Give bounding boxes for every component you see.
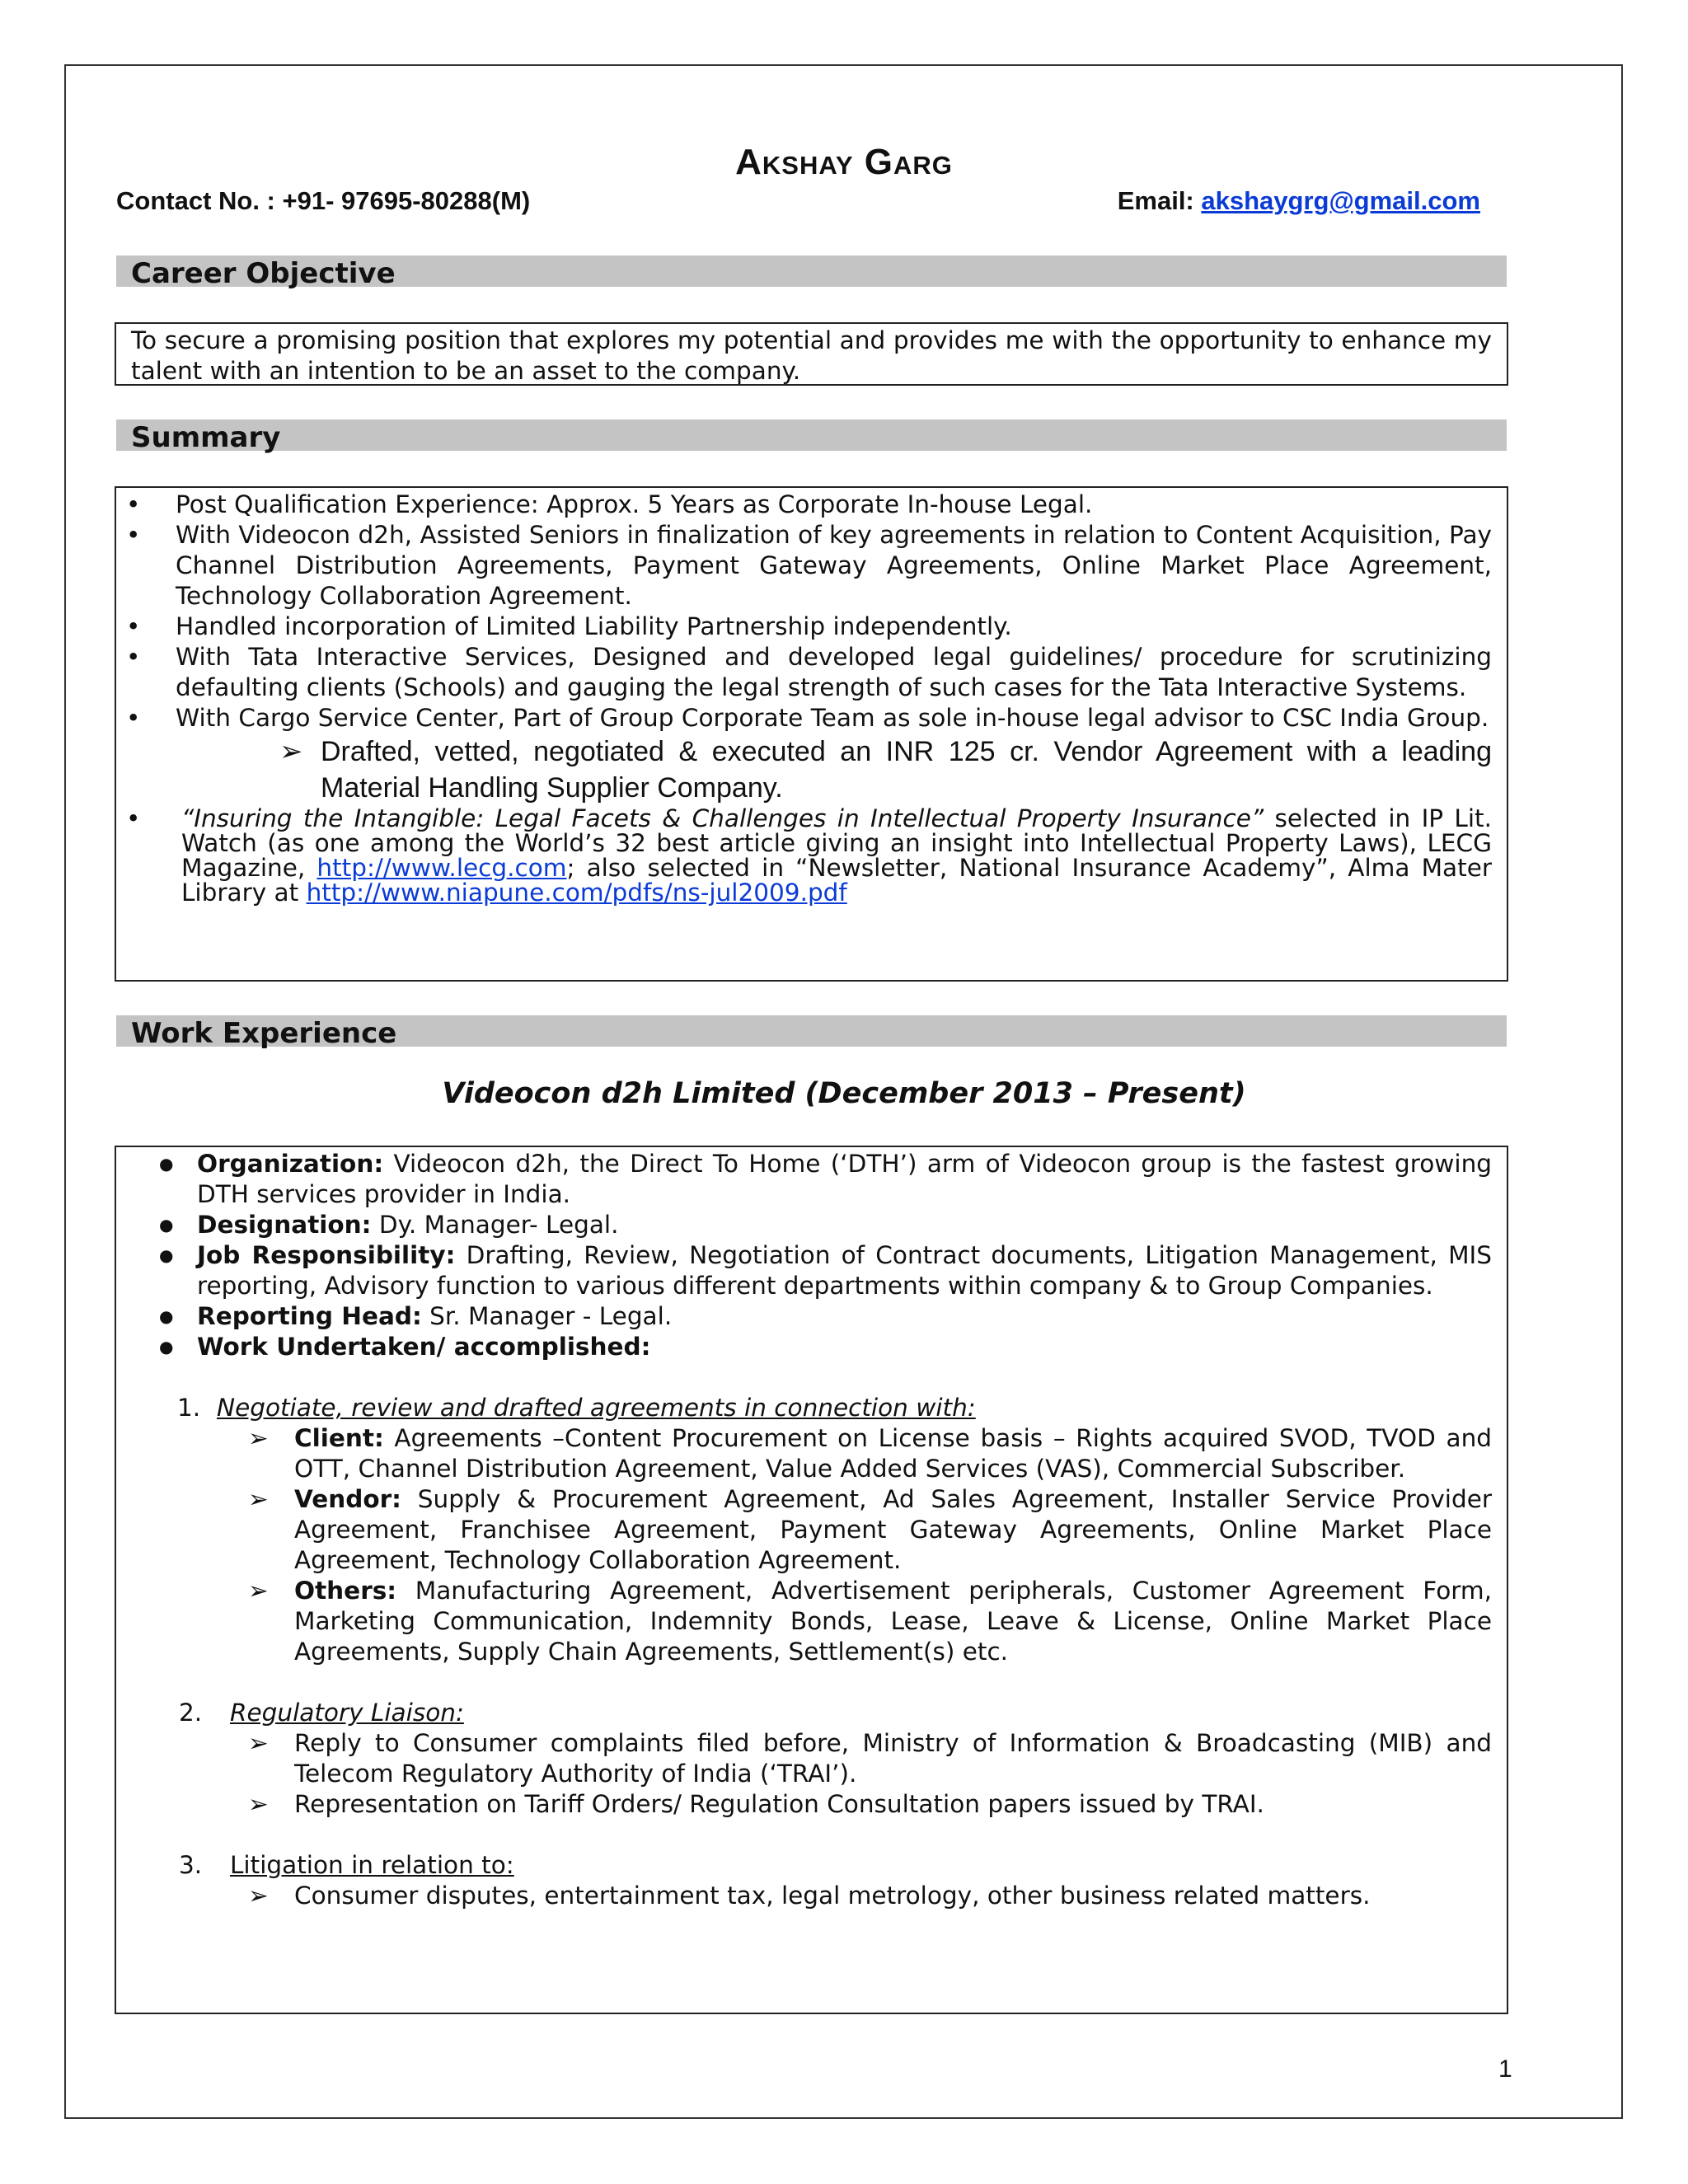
- career-objective-text: To secure a promising position that explores my potential and provides me with the opportunity to enhance my talent with an intention to be an asset to the company.: [131, 326, 1492, 385]
- list-item: • Post Qualification Experience: Approx. 5 Years as Corporate In-house Legal.: [116, 490, 1507, 520]
- section-heading: Regulatory Liaison:: [230, 1699, 464, 1727]
- list-item: [116, 1301, 1507, 1332]
- summary-sub-item: [116, 733, 1507, 806]
- section-heading: Negotiate, review and drafted agreements in connection with:: [217, 1394, 976, 1422]
- contact-number: [116, 186, 530, 216]
- list-item: • With Cargo Service Center, Part of Group Corporate Team as sole in-house legal advisor to CSC India Group.: [116, 703, 1507, 733]
- company-heading: Videocon d2h Limited (December 2013 – Present): [442, 1077, 1246, 1110]
- lecg-link[interactable]: http://www.lecg.com: [316, 854, 567, 882]
- arrow-bullet-icon: ➢: [248, 1577, 269, 1605]
- arrow-bullet-icon: ➢: [279, 736, 303, 767]
- sub-item-text: Agreements –Content Procurement on License basis – Rights acquired SVOD, TVOD and OTT, Channel Distribution Agreement, Value Added Services (VAS), Commercial Subscriber.: [294, 1424, 1492, 1483]
- list-item: • With Videocon d2h, Assisted Seniors in finalization of key agreements in relation to Content Acquisition, Pay Channel Distribution Agreements, Payment Gateway Agreements, Online Market Place Agreement, Technology Collaboration Agreement.: [116, 520, 1507, 612]
- list-item: [116, 1210, 1507, 1240]
- arrow-bullet-icon: ➢: [248, 1790, 269, 1818]
- work-experience-box: [115, 1146, 1508, 2014]
- arrow-bullet-icon: ➢: [248, 1424, 269, 1452]
- contact-row: [116, 186, 1480, 216]
- work-section-1: [116, 1393, 1507, 1423]
- sub-item: [116, 1576, 1507, 1667]
- page-number: 1: [1498, 2055, 1512, 2083]
- sub-item: [116, 1728, 1507, 1789]
- contact-value: +91- 97695-80288(M): [282, 186, 531, 215]
- list-item: [116, 1149, 1507, 1210]
- sub-item-text: Consumer disputes, entertainment tax, legal metrology, other business related matters.: [294, 1882, 1371, 1910]
- detail-value: Drafting, Review, Negotiation of Contract documents, Litigation Management, MIS reporting, Advisory function to various different departments within company & to Group Companies.: [197, 1241, 1492, 1300]
- sub-item-text: Representation on Tariff Orders/ Regulation Consultation papers issued by TRAI.: [294, 1790, 1264, 1818]
- arrow-bullet-icon: ➢: [248, 1485, 269, 1513]
- sub-item-text: Drafted, vetted, negotiated & executed an INR 125 cr. Vendor Agreement with a leading Material Handling Supplier Company.: [321, 736, 1492, 804]
- summary-list: [116, 490, 1507, 733]
- sub-item: [116, 1423, 1507, 1484]
- article-title: “Insuring the Intangible: Legal Facets & Challenges in Intellectual Property Insurance”: [181, 804, 1264, 832]
- list-item: [116, 1332, 1507, 1362]
- sub-item: [116, 1484, 1507, 1576]
- career-objective-box: [115, 322, 1508, 386]
- section-summary: Summary: [116, 419, 1507, 451]
- section-number: 1.: [177, 1394, 201, 1422]
- section-number: 2.: [179, 1699, 203, 1727]
- arrow-bullet-icon: ➢: [248, 1729, 269, 1757]
- list-item: [116, 806, 1507, 905]
- sub-item-label: Others:: [294, 1577, 397, 1605]
- sub-item-label: Client:: [294, 1424, 384, 1452]
- list-item: [116, 1240, 1507, 1301]
- list-item: • Handled incorporation of Limited Liability Partnership independently.: [116, 612, 1507, 642]
- detail-value: Sr. Manager - Legal.: [421, 1302, 673, 1330]
- sub-item: [116, 1881, 1507, 1911]
- detail-label: Job Responsibility:: [197, 1241, 456, 1269]
- article-text-2: ; also selected in “Newsletter, National Insurance Academy”, Alma Mater Library at: [181, 854, 1492, 907]
- sub-item-text: Supply & Procurement Agreement, Ad Sales Agreement, Installer Service Provider Agreement, Franchisee Agreement, Payment Gateway Agreements, Online Market Place Agreement, Technology Collaboration Agreement.: [294, 1485, 1492, 1574]
- job-details-list: [116, 1149, 1507, 1362]
- email: [1118, 186, 1480, 216]
- detail-label: Designation:: [197, 1211, 372, 1239]
- article-text-1: selected in IP Lit. Watch (as one among the World’s 32 best article giving an insight into Intellectual Property Laws), LECG Magazine,: [181, 804, 1492, 882]
- section-career-objective: Career Objective: [116, 255, 1507, 287]
- detail-value: Videocon d2h, the Direct To Home (‘DTH’) arm of Videocon group is the fastest growing DTH services provider in India.: [197, 1150, 1492, 1208]
- sub-item-label: Vendor:: [294, 1485, 401, 1513]
- list-item: • With Tata Interactive Services, Designed and developed legal guidelines/ procedure for scrutinizing defaulting clients (Schools) and gauging the legal strength of such cases for the Tata Interactive Systems.: [116, 642, 1507, 703]
- detail-label: Work Undertaken/ accomplished:: [197, 1333, 651, 1361]
- email-link[interactable]: akshaygrg@gmail.com: [1201, 186, 1480, 215]
- detail-value: Dy. Manager- Legal.: [371, 1211, 619, 1239]
- work-section-2: [116, 1698, 1507, 1728]
- contact-label: Contact No. :: [116, 186, 283, 215]
- section-number: 3.: [179, 1851, 203, 1879]
- work-section-3: [116, 1850, 1507, 1881]
- arrow-bullet-icon: ➢: [248, 1882, 269, 1910]
- niapune-link[interactable]: http://www.niapune.com/pdfs/ns-jul2009.pdf: [306, 879, 847, 907]
- email-label: Email:: [1117, 186, 1202, 215]
- candidate-name: Akshay Garg: [735, 142, 953, 182]
- summary-article: [116, 806, 1507, 905]
- sub-item-text: Reply to Consumer complaints filed before, Ministry of Information & Broadcasting (MIB) and Telecom Regulatory Authority of India (‘TRAI’).: [294, 1729, 1492, 1788]
- summary-box: [115, 486, 1508, 982]
- section-heading: Litigation in relation to:: [230, 1851, 514, 1879]
- detail-label: Reporting Head:: [197, 1302, 422, 1330]
- detail-label: Organization:: [197, 1150, 384, 1178]
- sub-item-text: Manufacturing Agreement, Advertisement peripherals, Customer Agreement Form, Marketing Communication, Indemnity Bonds, Lease, Leave & License, Online Market Place Agreements, Supply Chain Agreements, Settlement(s) etc.: [294, 1577, 1492, 1666]
- section-work-experience: Work Experience: [116, 1015, 1507, 1047]
- sub-item: [116, 1789, 1507, 1820]
